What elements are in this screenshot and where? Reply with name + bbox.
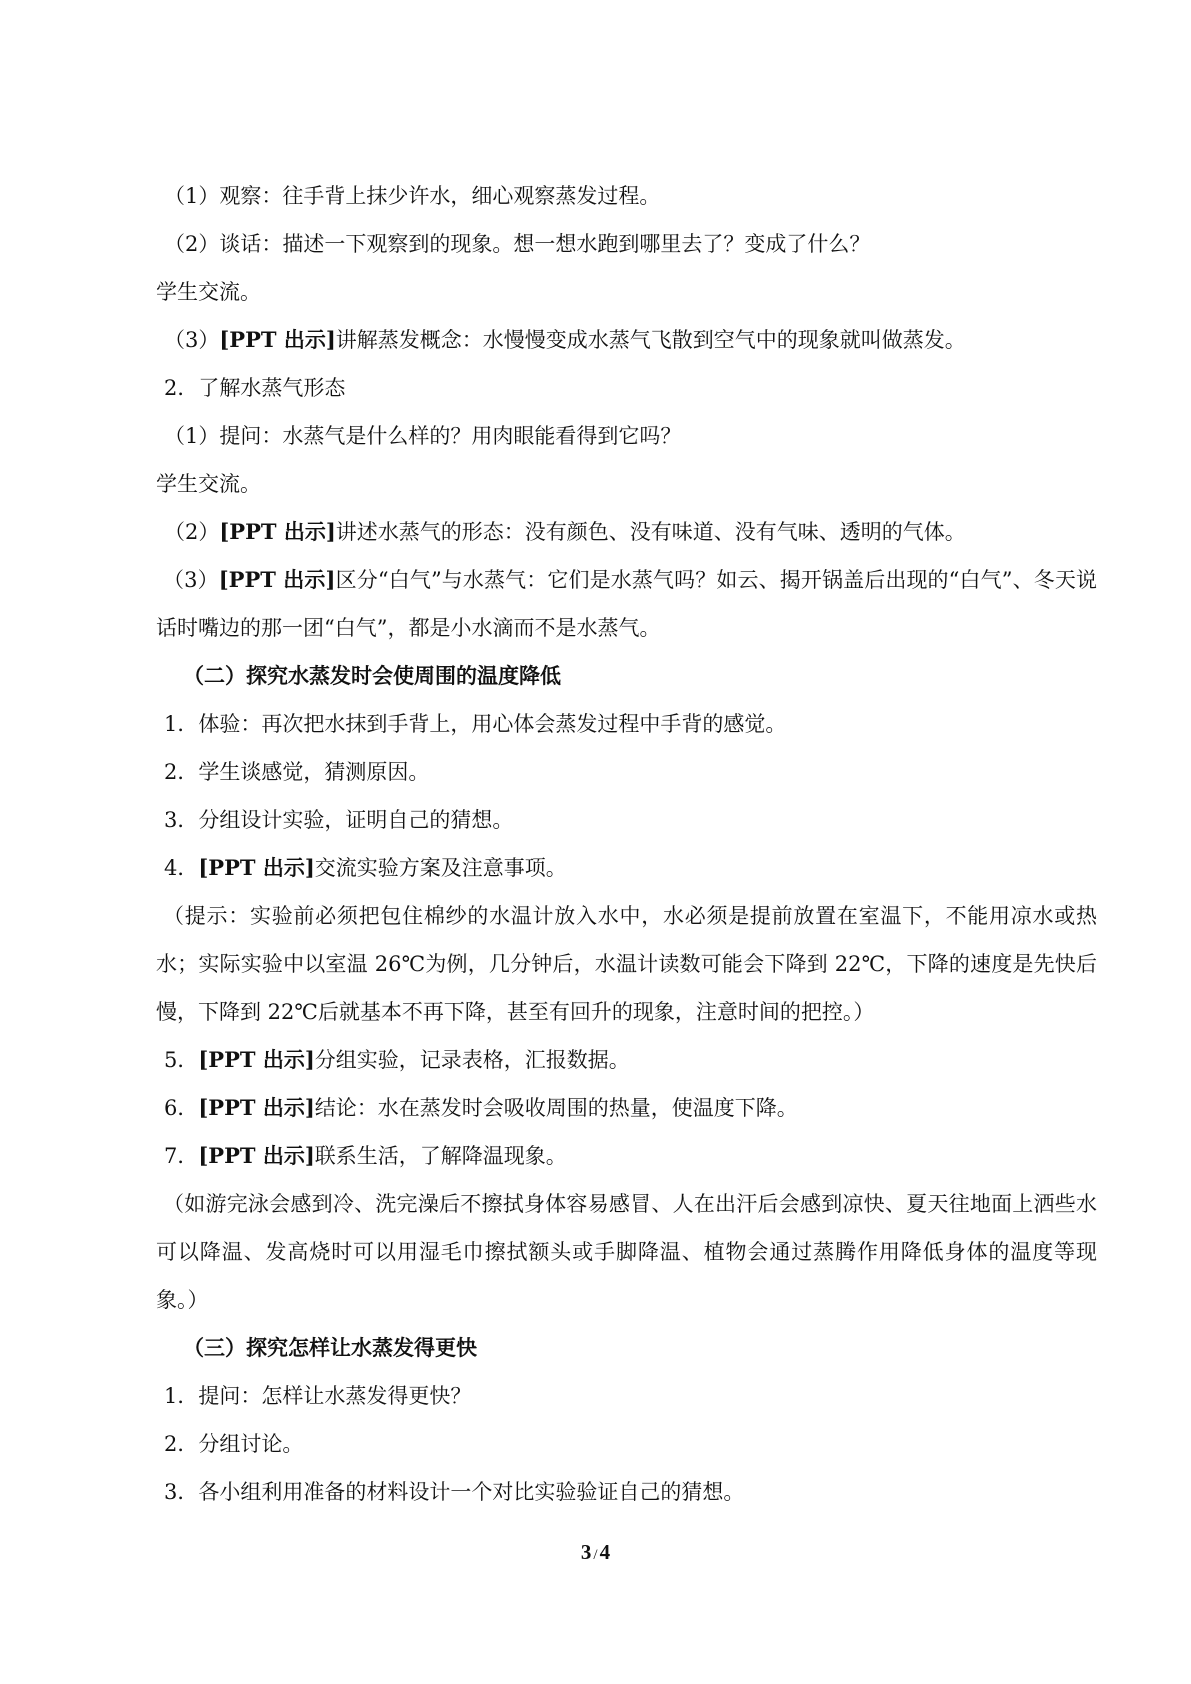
document-body [157,172,1097,1516]
step-prefix: 7． [164,1144,199,1168]
step-contrast-experiment [157,1468,1097,1516]
subsection-vapor-form-text: 2．了解水蒸气形态 [164,376,346,400]
step-experience [157,700,1097,748]
step-discuss-text: （2）谈话：描述一下观察到的现象。想一想水跑到哪里去了？变成了什么？ [164,232,871,256]
step-group-discuss [157,1420,1097,1468]
step-discuss [157,220,1097,268]
step-ppt-plan [157,844,1097,892]
step-contrast-experiment-text: 3．各小组利用准备的材料设计一个对比实验验证自己的猜想。 [164,1480,745,1504]
subsection-vapor-form [157,364,1097,412]
examples-paragraph-text: （如游完泳会感到冷、洗完澡后不擦拭身体容易感冒、人在出汗后会感到凉快、夏天往地面上洒些水可以降温、发高烧时可以用湿毛巾擦拭额头或手脚降温、植物会通过蒸腾作用降低身体的温度等现象。） [156,1192,1097,1312]
step-observe [157,172,1097,220]
student-exchange-1 [156,268,1097,316]
step-guess-text: 2．学生谈感觉，猜测原因。 [164,760,430,784]
ppt-tag: [PPT 出示] [218,567,336,592]
page-number [0,1540,1191,1565]
step-guess [157,748,1097,796]
page-separator: / [593,1547,598,1563]
step-ppt-concept [157,316,1097,364]
step-group-discuss-text: 2．分组讨论。 [164,1432,304,1456]
section-heading-2-text: （二）探究水蒸发时会使周围的温度降低 [183,663,561,688]
student-exchange-1-text: 学生交流。 [156,280,261,304]
tip-paragraph [156,892,1097,1036]
step-prefix: 6． [164,1096,199,1120]
step-ppt-conclusion [157,1084,1097,1132]
step-prefix: （3） [164,328,220,352]
step-text: 结论：水在蒸发时会吸收周围的热量，使温度下降。 [314,1096,798,1120]
step-ppt-record [157,1036,1097,1084]
ppt-tag: [PPT 出示] [219,519,336,544]
step-text: 分组实验，记录表格，汇报数据。 [314,1048,630,1072]
step-experience-text: 1．体验：再次把水抹到手背上，用心体会蒸发过程中手背的感觉。 [164,712,787,736]
step-question [157,412,1097,460]
student-exchange-2 [156,460,1097,508]
step-ppt-white-gas [156,556,1097,652]
step-ppt-life [157,1132,1097,1180]
step-ask-faster-text: 1．提问：怎样让水蒸发得更快？ [164,1384,472,1408]
page-current: 3 [580,1540,592,1564]
page-total: 4 [599,1540,611,1564]
ppt-tag: [PPT 出示] [198,855,315,880]
step-prefix: 5． [164,1048,199,1072]
step-text: 联系生活，了解降温现象。 [314,1144,567,1168]
ppt-tag: [PPT 出示] [198,1047,315,1072]
step-observe-text: （1）观察：往手背上抹少许水，细心观察蒸发过程。 [164,184,661,208]
examples-paragraph [156,1180,1097,1324]
step-prefix: （3） [163,568,219,592]
step-design-text: 3．分组设计实验，证明自己的猜想。 [164,808,514,832]
ppt-tag: [PPT 出示] [198,1095,315,1120]
step-prefix: （2） [164,520,220,544]
step-text: 交流实验方案及注意事项。 [314,856,567,880]
step-design [157,796,1097,844]
section-heading-3 [157,1324,1097,1372]
student-exchange-2-text: 学生交流。 [156,472,261,496]
ppt-tag: [PPT 出示] [198,1143,315,1168]
step-text: 讲解蒸发概念：水慢慢变成水蒸气飞散到空气中的现象就叫做蒸发。 [335,328,966,352]
tip-paragraph-text: （提示：实验前必须把包住棉纱的水温计放入水中，水必须是提前放置在室温下，不能用凉水或热水；实际实验中以室温 26℃为例，几分钟后，水温计读数可能会下降到 22℃，下降的速度是先快后慢，下降到 22℃后就基本不再下降，甚至有回升的现象，注意时间的把控。） [156,904,1097,1024]
step-text: 讲述水蒸气的形态：没有颜色、没有味道、没有气味、透明的气体。 [335,520,966,544]
step-ask-faster [157,1372,1097,1420]
step-question-text: （1）提问：水蒸气是什么样的？用肉眼能看得到它吗？ [164,424,682,448]
step-text: 区分“白气”与水蒸气：它们是水蒸气吗？如云、揭开锅盖后出现的“白气”、冬天说话时嘴边的那一团“白气”，都是小水滴而不是水蒸气。 [156,568,1097,640]
section-heading-3-text: （三）探究怎样让水蒸发得更快 [183,1335,477,1360]
step-ppt-vapor-form [157,508,1097,556]
section-heading-2 [157,652,1097,700]
step-prefix: 4． [164,856,199,880]
ppt-tag: [PPT 出示] [219,327,336,352]
